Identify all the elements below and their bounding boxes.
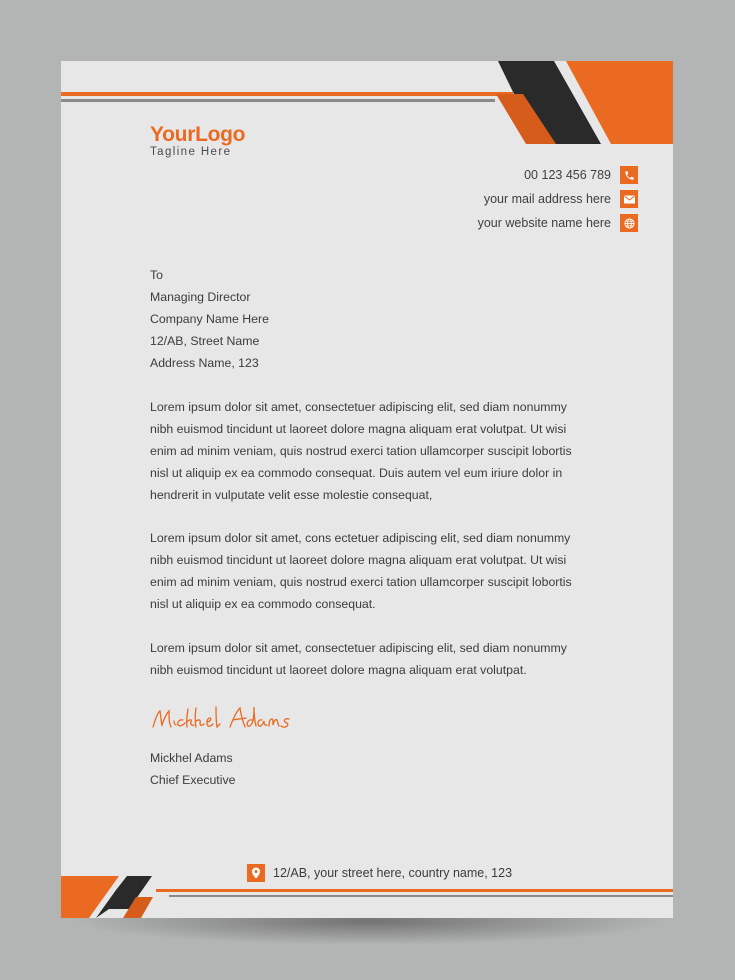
recipient-to: To — [150, 268, 163, 282]
footer-orange-line — [156, 889, 673, 892]
recipient-company: Company Name Here — [150, 312, 269, 326]
recipient-position: Managing Director — [150, 290, 251, 304]
footer-gray-line — [169, 895, 673, 897]
footer-address-text: 12/AB, your street here, country name, 123 — [273, 866, 513, 880]
recipient-street: 12/AB, Street Name — [150, 334, 260, 348]
contact-website-text: your website name here — [477, 216, 611, 230]
signer-name: Mickhel Adams — [150, 751, 233, 765]
paragraph-text: Lorem ipsum dolor sit amet, cons ectetuer adipiscing elit, sed diam nonummy nibh euismod tincidunt ut laoreet dolore magna aliquam erat volutpat. Ut wisi enim ad minim veniam, quis nostrud exerci tation ullamcorper suscipit lobortis nisl ut aliquip ex ea commodo consequat. — [150, 531, 572, 611]
footer-decoration — [61, 61, 673, 918]
footer-orange-block — [61, 876, 119, 918]
recipient-address: Address Name, 123 — [150, 356, 259, 370]
contact-phone-text: 00 123 456 789 — [524, 168, 611, 182]
contact-email-text: your mail address here — [483, 192, 611, 206]
paragraph-text: Lorem ipsum dolor sit amet, consectetuer adipiscing elit, sed diam nonummy nibh euismod tincidunt ut laoreet dolore magna aliquam erat volutpat. — [150, 641, 567, 677]
signer-title: Chief Executive — [150, 773, 236, 787]
paragraph-text: Lorem ipsum dolor sit amet, consectetuer adipiscing elit, sed diam nonummy nibh euismod tincidunt ut laoreet dolore magna aliquam erat volutpat. Ut wisi enim ad minim veniam, quis nostrud exerci tation ullamcorper suscipit lobortis nisl ut aliquip ex ea commodo consequat. Duis autem vel eum iriure dolor in hendrerit in vulputate velit esse molestie consequat, — [150, 400, 572, 502]
logo-name: YourLogo — [150, 123, 246, 146]
letterhead-page — [61, 61, 673, 918]
logo-tagline: Tagline Here — [150, 146, 232, 158]
